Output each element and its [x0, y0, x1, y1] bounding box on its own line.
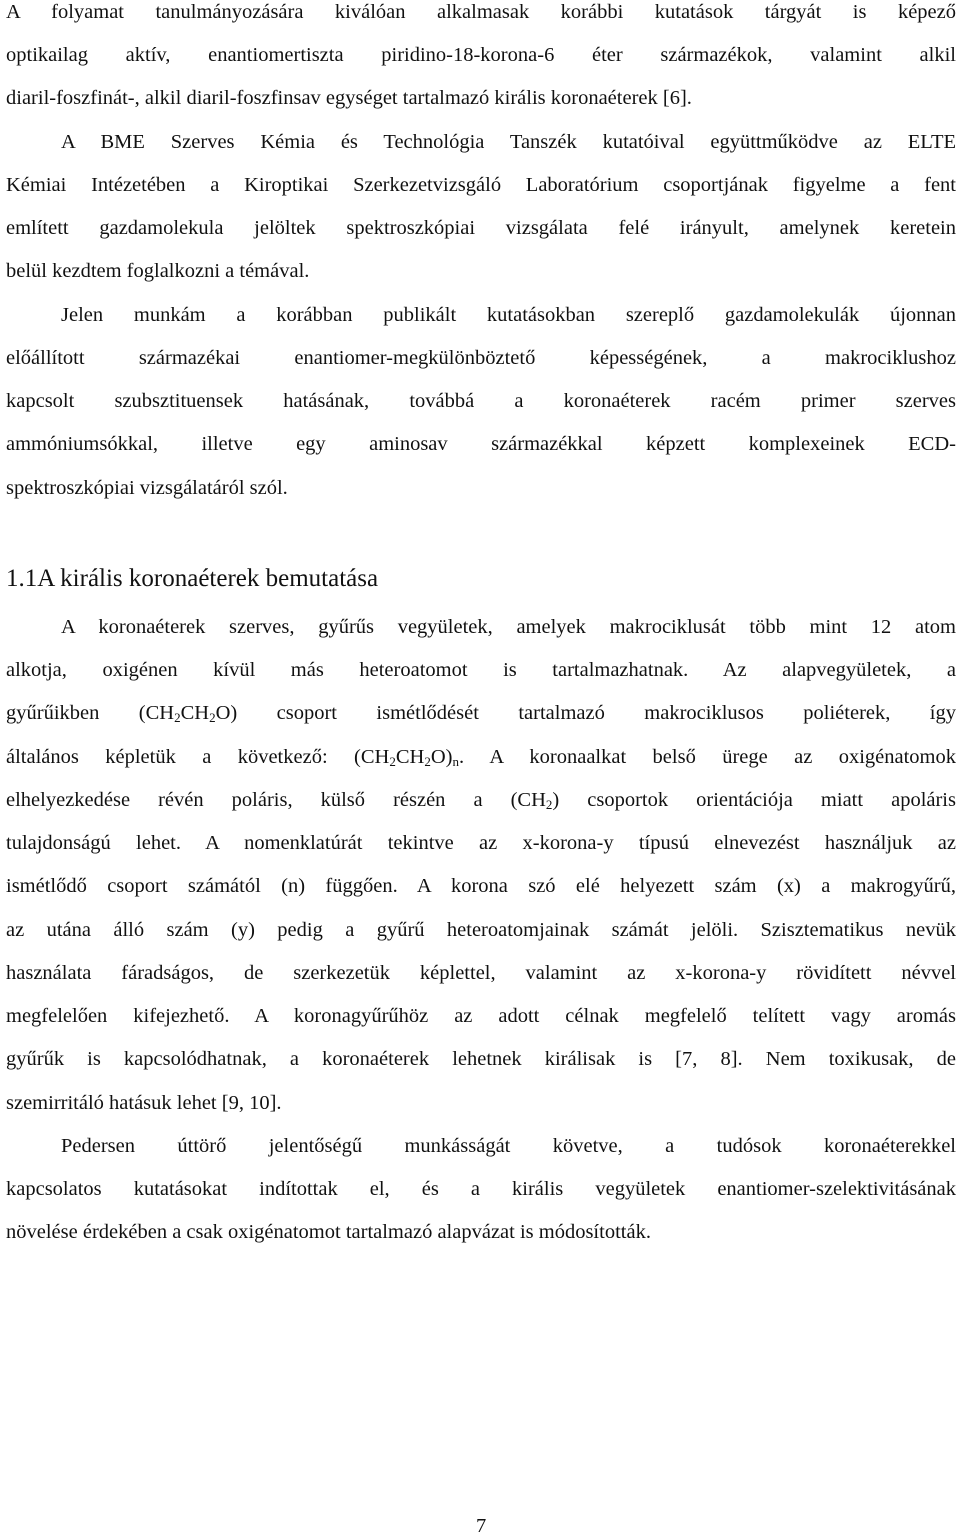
paragraph-5-line-3: növelése érdekében a csak oxigénatomot tartalmazó alapvázat is módosították.: [6, 1221, 651, 1243]
formula-text: . A koronaalkat belső ürege az oxigénatomok: [458, 746, 956, 768]
paragraph-3-line-2: előállított származékai enantiomer-megkülönböztető képességének, a makrociklushoz: [6, 347, 956, 369]
paragraph-4-line-5: [6, 788, 956, 812]
paragraph-4-line-3: [6, 701, 956, 725]
paragraph-4-line-9: használata fáradságos, de szerkezetük képlettel, valamint az x-korona-y rövidített névvel: [6, 962, 956, 984]
formula-text: gyűrűikben (CH: [6, 702, 175, 724]
formula-text: általános képletük a következő: (CH: [6, 746, 390, 768]
paragraph-5-line-1: Pedersen úttörő jelentőségű munkásságát követve, a tudósok koronaéterekkel: [61, 1135, 956, 1157]
paragraph-4-line-1: A koronaéterek szerves, gyűrűs vegyületek, amelyek makrociklusát több mint 12 atom: [61, 616, 956, 638]
formula-subscript: n: [452, 754, 459, 769]
formula-subscript: 2: [209, 710, 216, 725]
formula-text: CH: [180, 702, 210, 724]
paragraph-4-line-8: az utána álló szám (y) pedig a gyűrű heteroatomjainak számát jelöli. Szisztematikus nevük: [6, 919, 956, 941]
formula-subscript: 2: [389, 754, 396, 769]
paragraph-2-line-4: belül kezdtem foglalkozni a témával.: [6, 260, 310, 282]
paragraph-4-line-7: ismétlődő csoport számától (n) függően. A korona szó elé helyezett szám (x) a makrogyűrű,: [6, 875, 956, 897]
formula-text: elhelyezkedése révén poláris, külső részén a (CH: [6, 789, 546, 811]
formula-subscript: 2: [545, 797, 553, 812]
page-number: 7: [476, 1515, 487, 1537]
paragraph-4-line-12: szemirritáló hatásuk lehet [9, 10].: [6, 1092, 282, 1114]
formula-text: CH: [395, 746, 425, 768]
paragraph-3-line-3: kapcsolt szubsztituensek hatásának, továbbá a koronaéterek racém primer szerves: [6, 390, 956, 412]
paragraph-4-line-2: alkotja, oxigénen kívül más heteroatomot is tartalmazhatnak. Az alapvegyületek, a: [6, 659, 956, 681]
paragraph-2-line-3: említett gazdamolekula jelöltek spektroszkópiai vizsgálata felé irányult, amelynek keretein: [6, 217, 956, 239]
formula-text: O) csoport ismétlődését tartalmazó makrociklusos poliéterek, így: [215, 702, 956, 724]
paragraph-4-line-10: megfelelően kifejezhető. A koronagyűrűhöz az adott célnak megfelelő telített vagy aromás: [6, 1005, 956, 1027]
paragraph-3-line-1: Jelen munkám a korábban publikált kutatásokban szereplő gazdamolekulák újonnan: [61, 304, 956, 326]
paragraph-1-line-1: A folyamat tanulmányozására kiválóan alkalmasak korábbi kutatások tárgyát is képező: [6, 1, 956, 23]
paragraph-1-line-2: optikailag aktív, enantiomertiszta piridino-18-korona-6 éter származékok, valamint alkil: [6, 44, 956, 66]
paragraph-5-line-2: kapcsolatos kutatásokat indítottak el, és a királis vegyületek enantiomer-szelektivitásának: [6, 1178, 956, 1200]
paragraph-1-line-3: diaril-foszfinát-, alkil diaril-foszfinsav egységet tartalmazó királis koronaéterek [6].: [6, 87, 692, 109]
section-heading: 1.1A királis koronaéterek bemutatása: [6, 565, 379, 592]
paragraph-4-line-11: gyűrűk is kapcsolódhatnak, a koronaéterek lehetnek királisak is [7, 8]. Nem toxikusak, de: [6, 1048, 956, 1070]
paragraph-4-line-4: [6, 745, 956, 769]
formula-text: ) csoportok orientációja miatt apoláris: [552, 789, 956, 811]
paragraph-4-line-6: tulajdonságú lehet. A nomenklatúrát tekintve az x-korona-y típusú elnevezést használjuk az: [6, 832, 956, 854]
paragraph-3-line-4: ammóniumsókkal, illetve egy aminosav származékkal képzett komplexeinek ECD-: [6, 433, 956, 455]
formula-subscript: 2: [424, 754, 431, 769]
formula-subscript: 2: [174, 710, 181, 725]
paragraph-2-line-2: Kémiai Intézetében a Kiroptikai Szerkezetvizsgáló Laboratórium csoportjának figyelme a fent: [6, 174, 956, 196]
paragraph-3-line-5: spektroszkópiai vizsgálatáról szól.: [6, 477, 288, 499]
paragraph-2-line-1: A BME Szerves Kémia és Technológia Tanszék kutatóival együttműködve az ELTE: [61, 131, 956, 153]
formula-text: O): [430, 746, 453, 768]
